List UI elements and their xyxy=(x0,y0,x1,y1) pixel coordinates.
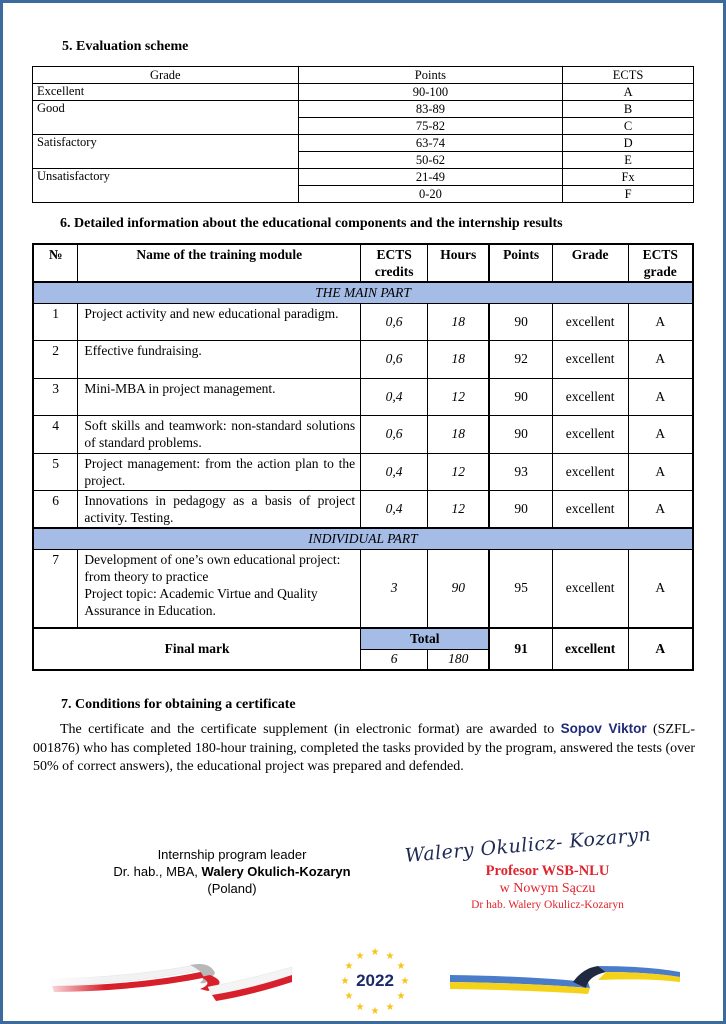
svg-text:★: ★ xyxy=(385,1002,395,1013)
eval-ects: B xyxy=(563,101,694,118)
module-name: Effective fundraising. xyxy=(78,341,361,379)
leader-name: Walery Okulich-Kozaryn xyxy=(201,864,351,879)
svg-text:★: ★ xyxy=(370,1006,380,1017)
eval-ects: D xyxy=(563,135,694,152)
module-ects-grade: A xyxy=(628,416,693,454)
signature-stamp-block xyxy=(404,823,660,911)
module-number: 4 xyxy=(33,416,78,454)
student-name: Sopov Viktor xyxy=(560,721,647,736)
header-module-name: Name of the training module xyxy=(78,244,361,282)
module-number: 5 xyxy=(33,453,78,491)
module-name: Project activity and new educational paradigm. xyxy=(78,303,361,341)
header-points: Points xyxy=(489,244,552,282)
leader-credentials-line xyxy=(96,863,368,880)
evaluation-scheme-table xyxy=(32,66,694,203)
module-number: 3 xyxy=(33,378,78,416)
module-ects: 0,4 xyxy=(361,378,428,416)
module-ects-grade: A xyxy=(628,341,693,379)
total-label: Total xyxy=(361,628,490,649)
eval-row xyxy=(33,135,694,152)
module-points: 90 xyxy=(489,491,552,529)
eval-row xyxy=(33,169,694,186)
module-ects: 0,4 xyxy=(361,491,428,529)
leader-role: Internship program leader xyxy=(157,847,307,862)
module-ects: 0,6 xyxy=(361,341,428,379)
module-hours: 90 xyxy=(428,549,490,628)
individual-part-label: INDIVIDUAL PART xyxy=(33,528,693,549)
module-hours: 12 xyxy=(428,453,490,491)
svg-text:★: ★ xyxy=(355,951,365,962)
module-ects: 0,4 xyxy=(361,453,428,491)
module-grade: excellent xyxy=(552,453,628,491)
module-row xyxy=(33,378,693,416)
module-hours: 18 xyxy=(428,303,490,341)
modules-results-table xyxy=(32,243,694,671)
module-ects-grade: A xyxy=(628,549,693,628)
eval-grade: Unsatisfactory xyxy=(33,169,299,203)
header-hours: Hours xyxy=(428,244,490,282)
module-row xyxy=(33,416,693,454)
stamp-line-3: Dr hab. Walery Okulicz-Kozaryn xyxy=(471,899,624,911)
module-points: 90 xyxy=(489,303,552,341)
module-name: Mini-MBA in project management. xyxy=(78,378,361,416)
module-points: 90 xyxy=(489,378,552,416)
module-row-individual xyxy=(33,549,693,628)
module-number: 1 xyxy=(33,303,78,341)
leader-credentials: Dr. hab., MBA, xyxy=(113,864,202,879)
eval-header-ects: ECTS xyxy=(563,67,694,84)
svg-text:★: ★ xyxy=(370,947,380,958)
module-hours: 18 xyxy=(428,341,490,379)
svg-text:★: ★ xyxy=(400,976,410,987)
eval-grade: Satisfactory xyxy=(33,135,299,169)
module-number: 2 xyxy=(33,341,78,379)
module-points: 92 xyxy=(489,341,552,379)
module-ects-grade: A xyxy=(628,453,693,491)
module-number: 7 xyxy=(33,549,78,628)
conditions-text-before: The certificate and the certificate supplement (in electronic format) are awarded to xyxy=(60,722,561,737)
handwritten-signature: Walery Okulicz- Kozaryn xyxy=(404,823,653,867)
module-grade: excellent xyxy=(552,416,628,454)
module-ects-grade: A xyxy=(628,378,693,416)
module-ects: 3 xyxy=(361,549,428,628)
section5-title: 5. Evaluation scheme xyxy=(62,39,189,54)
conditions-text-after: (SZFL-001876) who has completed 180-hour training, completed the tasks provided by the program, answered the tests (over 50% of correct answers), the educational project was prepared and defended. xyxy=(33,722,695,774)
eval-points: 90-100 xyxy=(298,84,563,101)
leader-country: (Poland) xyxy=(207,881,257,896)
eval-grade: Good xyxy=(33,101,299,135)
header-ects-grade: ECTS grade xyxy=(628,244,693,282)
section-row-individual-part xyxy=(33,528,693,549)
main-part-label: THE MAIN PART xyxy=(33,282,693,303)
header-grade: Grade xyxy=(552,244,628,282)
eval-ects: F xyxy=(563,186,694,203)
module-row xyxy=(33,341,693,379)
program-leader-block xyxy=(96,846,368,897)
stamp-line-2: w Nowym Sączu xyxy=(499,881,596,896)
final-mark-row xyxy=(33,628,693,649)
eval-points: 0-20 xyxy=(298,186,563,203)
eval-points: 21-49 xyxy=(298,169,563,186)
module-name: Innovations in pedagogy as a basis of project activity. Testing. xyxy=(78,491,361,529)
eval-grade: Excellent xyxy=(33,84,299,101)
section7-title: 7. Conditions for obtaining a certificate xyxy=(61,697,296,712)
module-ects-grade: A xyxy=(628,491,693,529)
eval-ects: E xyxy=(563,152,694,169)
module-grade: excellent xyxy=(552,378,628,416)
final-ects-grade: A xyxy=(628,628,693,670)
eu-year-emblem xyxy=(335,943,415,1023)
module-hours: 12 xyxy=(428,491,490,529)
module-grade: excellent xyxy=(552,341,628,379)
module-points: 95 xyxy=(489,549,552,628)
year-label: 2022 xyxy=(356,971,394,990)
poland-flag-ribbon-icon xyxy=(40,955,300,1005)
svg-text:★: ★ xyxy=(385,951,395,962)
header-ects-credits: ECTS credits xyxy=(361,244,428,282)
final-mark-label: Final mark xyxy=(33,628,361,670)
ukraine-flag-ribbon-icon xyxy=(448,960,688,1000)
eval-points: 50-62 xyxy=(298,152,563,169)
eval-points: 83-89 xyxy=(298,101,563,118)
eval-ects: C xyxy=(563,118,694,135)
red-stamp xyxy=(405,863,660,913)
module-number: 6 xyxy=(33,491,78,529)
svg-text:★: ★ xyxy=(355,1002,365,1013)
module-name-line2: Project topic: Academic Virtue and Quality Assurance in Education. xyxy=(84,585,318,618)
module-row xyxy=(33,491,693,529)
svg-text:★: ★ xyxy=(396,961,406,972)
total-hours: 180 xyxy=(428,649,490,670)
stamp-line-1: Profesor WSB-NLU xyxy=(485,863,610,879)
module-name: Project management: from the action plan to the project. xyxy=(78,453,361,491)
eval-header-grade: Grade xyxy=(33,67,299,84)
module-ects-grade: A xyxy=(628,303,693,341)
svg-text:★: ★ xyxy=(340,976,350,987)
eval-header-points: Points xyxy=(298,67,563,84)
certificate-conditions-paragraph xyxy=(33,720,695,777)
final-points: 91 xyxy=(489,628,552,670)
final-grade: excellent xyxy=(552,628,628,670)
module-ects: 0,6 xyxy=(361,303,428,341)
eval-points: 63-74 xyxy=(298,135,563,152)
eval-ects: A xyxy=(563,84,694,101)
module-hours: 12 xyxy=(428,378,490,416)
module-name: Soft skills and teamwork: non-standard solutions of standard problems. xyxy=(78,416,361,454)
modules-header-row xyxy=(33,244,693,282)
svg-text:★: ★ xyxy=(344,961,354,972)
svg-text:★: ★ xyxy=(396,991,406,1002)
module-name xyxy=(78,549,361,628)
svg-text:★: ★ xyxy=(344,991,354,1002)
module-hours: 18 xyxy=(428,416,490,454)
module-name-line1: Development of one’s own educational project: from theory to practice xyxy=(84,551,341,584)
module-row xyxy=(33,303,693,341)
module-row xyxy=(33,453,693,491)
eval-points: 75-82 xyxy=(298,118,563,135)
module-points: 93 xyxy=(489,453,552,491)
eval-row xyxy=(33,101,694,118)
total-ects: 6 xyxy=(361,649,428,670)
header-number: № xyxy=(33,244,78,282)
module-ects: 0,6 xyxy=(361,416,428,454)
eval-header-row xyxy=(33,67,694,84)
eval-ects: Fx xyxy=(563,169,694,186)
eval-row xyxy=(33,84,694,101)
module-points: 90 xyxy=(489,416,552,454)
section-row-main-part xyxy=(33,282,693,303)
module-grade: excellent xyxy=(552,303,628,341)
module-grade: excellent xyxy=(552,491,628,529)
module-grade: excellent xyxy=(552,549,628,628)
section6-title: 6. Detailed information about the educational components and the internship results xyxy=(60,216,563,231)
